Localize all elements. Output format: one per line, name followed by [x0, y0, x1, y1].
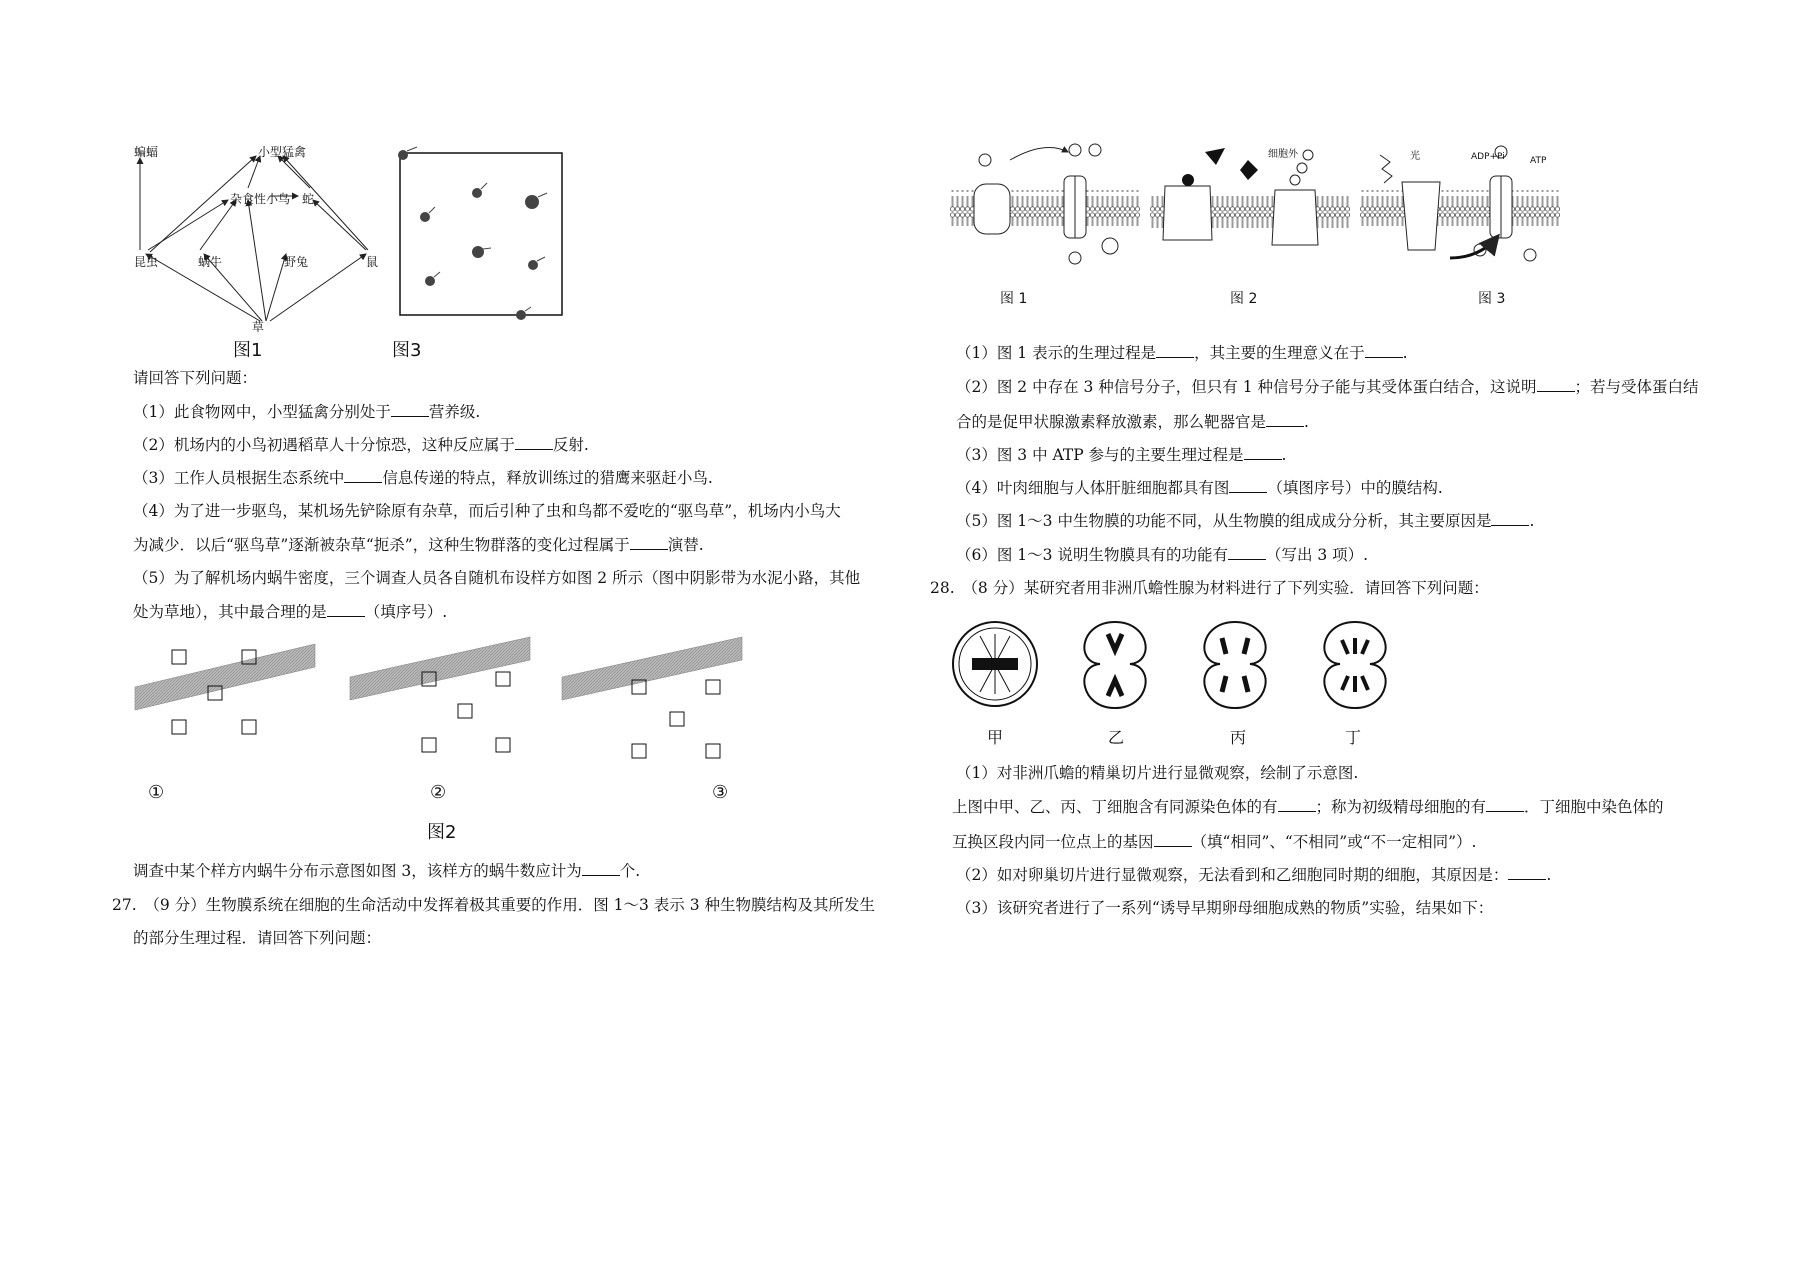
answer-blank[interactable] — [1491, 511, 1529, 526]
answer-blank[interactable] — [344, 468, 382, 483]
membrane-fig1-label: 图 1 — [1000, 291, 1028, 307]
sampling-layouts-figure — [130, 632, 750, 772]
answer-blank[interactable] — [630, 535, 668, 550]
question-5a: （5）为了解机场内蜗牛密度，三个调查人员各自随机布设样方如图 2 所示（图中阴影带为水泥小路，其他 — [133, 569, 861, 587]
question-4b: 为减少．以后“驱鸟草”逐渐被杂草“扼杀”，这种生物群落的变化过程属于 演替. — [133, 536, 704, 554]
fig3-label: 图3 — [392, 340, 422, 361]
adp-label: ADP+Pi — [1471, 152, 1505, 162]
intro-text: 请回答下列问题： — [133, 369, 258, 387]
question-2: （2）机场内的小鸟初遇稻草人十分惊恐，这种反应属于 反射. — [133, 436, 589, 454]
question-28: 28. （8 分）某研究者用非洲爪蟾性腺为材料进行了下列实验．请回答下列问题： — [930, 579, 1489, 597]
answer-blank[interactable] — [1154, 832, 1192, 847]
food-web-diagram — [128, 138, 388, 338]
cell-label-ding: 丁 — [1345, 728, 1362, 747]
q28-part-1c: 互换区段内同一位点上的基因 （填“相同”、“不相同”或“不一定相同”）. — [952, 833, 1477, 851]
answer-blank[interactable] — [391, 402, 429, 417]
fig2-option-1: ① — [148, 782, 165, 803]
answer-blank[interactable] — [1278, 797, 1316, 812]
atp-label: ATP — [1530, 156, 1547, 166]
membrane-fig3-label: 图 3 — [1478, 291, 1506, 307]
answer-blank[interactable] — [1228, 545, 1266, 560]
question-1: （1）此食物网中，小型猛禽分别处于 营养级. — [133, 403, 481, 421]
question-4a: （4）为了进一步驱鸟，某机场先铲除原有杂草，而后引种了虫和鸟都不爱吃的“驱鸟草”，机场内小鸟大 — [133, 502, 841, 520]
question-27b: 的部分生理过程．请回答下列问题： — [133, 929, 382, 947]
node-mouse: 鼠 — [366, 255, 379, 269]
outside-cell-label: 细胞外 — [1268, 149, 1298, 160]
light-label: 光 — [1410, 151, 1420, 162]
q27-part-6: （6）图 1～3 说明生物膜具有的功能有 （写出 3 项）. — [956, 546, 1369, 564]
answer-blank[interactable] — [1508, 865, 1546, 880]
q27-part-5: （5）图 1～3 中生物膜的功能不同，从生物膜的组成成分分析，其主要原因是 . — [956, 512, 1535, 530]
cell-label-yi: 乙 — [1108, 728, 1125, 747]
fig2-label: 图2 — [427, 822, 457, 843]
question-3: （3）工作人员根据生态系统中 信息传递的特点，释放训练过的猎鹰来驱赶小鸟. — [133, 469, 713, 487]
snail-quadrat-figure — [395, 145, 570, 320]
answer-blank[interactable] — [1486, 797, 1524, 812]
q28-part-2: （2）如对卵巢切片进行显微观察，无法看到和乙细胞同时期的细胞，其原因是： . — [956, 866, 1552, 884]
q27-part-1: （1）图 1 表示的生理过程是 ，其主要的生理意义在于 . — [956, 344, 1408, 362]
q27-part-2b: 合的是促甲状腺激素释放激素，那么靶器官是 . — [956, 413, 1309, 431]
answer-blank[interactable] — [582, 861, 620, 876]
fig1-label: 图1 — [233, 340, 263, 361]
answer-blank[interactable] — [1229, 478, 1267, 493]
answer-blank[interactable] — [327, 602, 365, 617]
node-snail: 蜗牛 — [198, 255, 223, 269]
answer-blank[interactable] — [515, 435, 553, 450]
question-27a: 27. （9 分）生物膜系统在细胞的生命活动中发挥着极其重要的作用．图 1～3 表示 3 种生物膜结构及其所发生 — [112, 896, 875, 914]
q27-part-2a: （2）图 2 中存在 3 种信号分子，但只有 1 种信号分子能与其受体蛋白结合，这说明 ；若与受体蛋白结 — [956, 378, 1699, 396]
node-bat: 蝙蝠 — [134, 145, 159, 159]
answer-blank[interactable] — [1537, 377, 1575, 392]
fig2-option-2: ② — [430, 782, 447, 803]
node-rabbit: 野兔 — [284, 255, 309, 269]
fig2-option-3: ③ — [712, 782, 729, 803]
membrane-fig2-label: 图 2 — [1230, 291, 1258, 307]
node-snake: 蛇 — [302, 192, 315, 206]
node-insect: 昆虫 — [134, 255, 159, 269]
q28-part-1: （1）对非洲爪蟾的精巢切片进行显微观察，绘制了示意图. — [956, 764, 1359, 782]
q27-part-3: （3）图 3 中 ATP 参与的主要生理过程是 . — [956, 446, 1287, 464]
answer-blank[interactable] — [1244, 445, 1282, 460]
node-bird: 杂食性小鸟 — [230, 192, 291, 206]
q28-part-3: （3）该研究者进行了一系列“诱导早期卵母细胞成熟的物质”实验，结果如下： — [956, 899, 1494, 917]
cell-label-bing: 丙 — [1230, 728, 1247, 747]
q27-part-4: （4）叶肉细胞与人体肝脏细胞都具有图 （填图序号）中的膜结构. — [956, 479, 1443, 497]
question-6: 调查中某个样方内蜗牛分布示意图如图 3，该样方的蜗牛数应计为 个. — [133, 862, 641, 880]
node-grass: 草 — [252, 320, 265, 334]
answer-blank[interactable] — [1156, 343, 1194, 358]
q28-part-1b: 上图中甲、乙、丙、丁细胞含有同源染色体的有 ；称为初级精母细胞的有 ．丁细胞中染色体的 — [952, 798, 1664, 816]
node-raptor: 小型猛禽 — [258, 145, 307, 159]
question-5b: 处为草地），其中最合理的是 （填序号）. — [133, 603, 448, 621]
cell-label-jia: 甲 — [987, 728, 1004, 747]
answer-blank[interactable] — [1365, 343, 1403, 358]
answer-blank[interactable] — [1266, 412, 1304, 427]
cell-division-figures — [950, 612, 1410, 722]
